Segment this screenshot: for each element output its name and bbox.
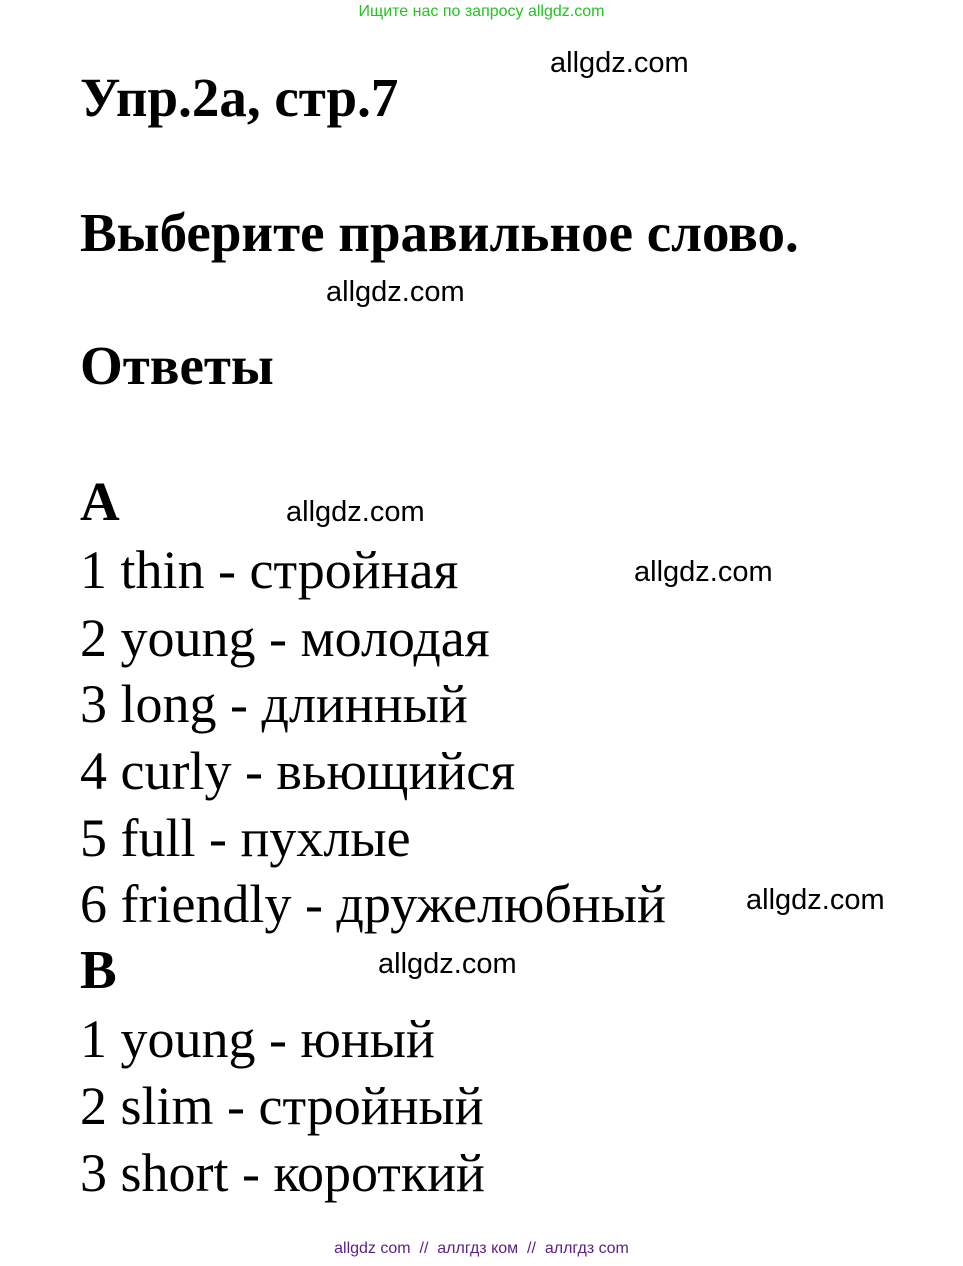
watermark: allgdz.com [634,556,773,588]
answer-item: 1 young - юный [80,1009,435,1069]
answer-item: 1 thin - стройная [80,540,459,600]
section-letter-b: B [80,939,117,1000]
watermark: allgdz.com [286,496,425,528]
footer-watermark: allgdz com // аллгдз ком // аллгдз com [334,1240,629,1257]
answer-item: 3 long - длинный [80,674,468,734]
answers-heading: Ответы [80,335,274,396]
watermark: allgdz.com [378,948,517,980]
answer-item: 4 curly - вьющийся [80,741,516,801]
section-letter-a: A [80,471,120,532]
answer-item: 2 slim - стройный [80,1076,484,1136]
top-banner: Ищите нас по запросу allgdz.com [358,3,605,20]
watermark: allgdz.com [326,276,465,308]
watermark: allgdz.com [550,47,689,79]
page-title: Упр.2a, стр.7 [80,67,399,128]
answer-item: 2 young - молодая [80,608,490,668]
answer-item: 5 full - пухлые [80,808,411,868]
answer-item: 6 friendly - дружелюбный [80,874,666,934]
watermark: allgdz.com [746,884,885,916]
task-instruction: Выберите правильное слово. [80,202,799,263]
answer-item: 3 short - короткий [80,1143,485,1203]
